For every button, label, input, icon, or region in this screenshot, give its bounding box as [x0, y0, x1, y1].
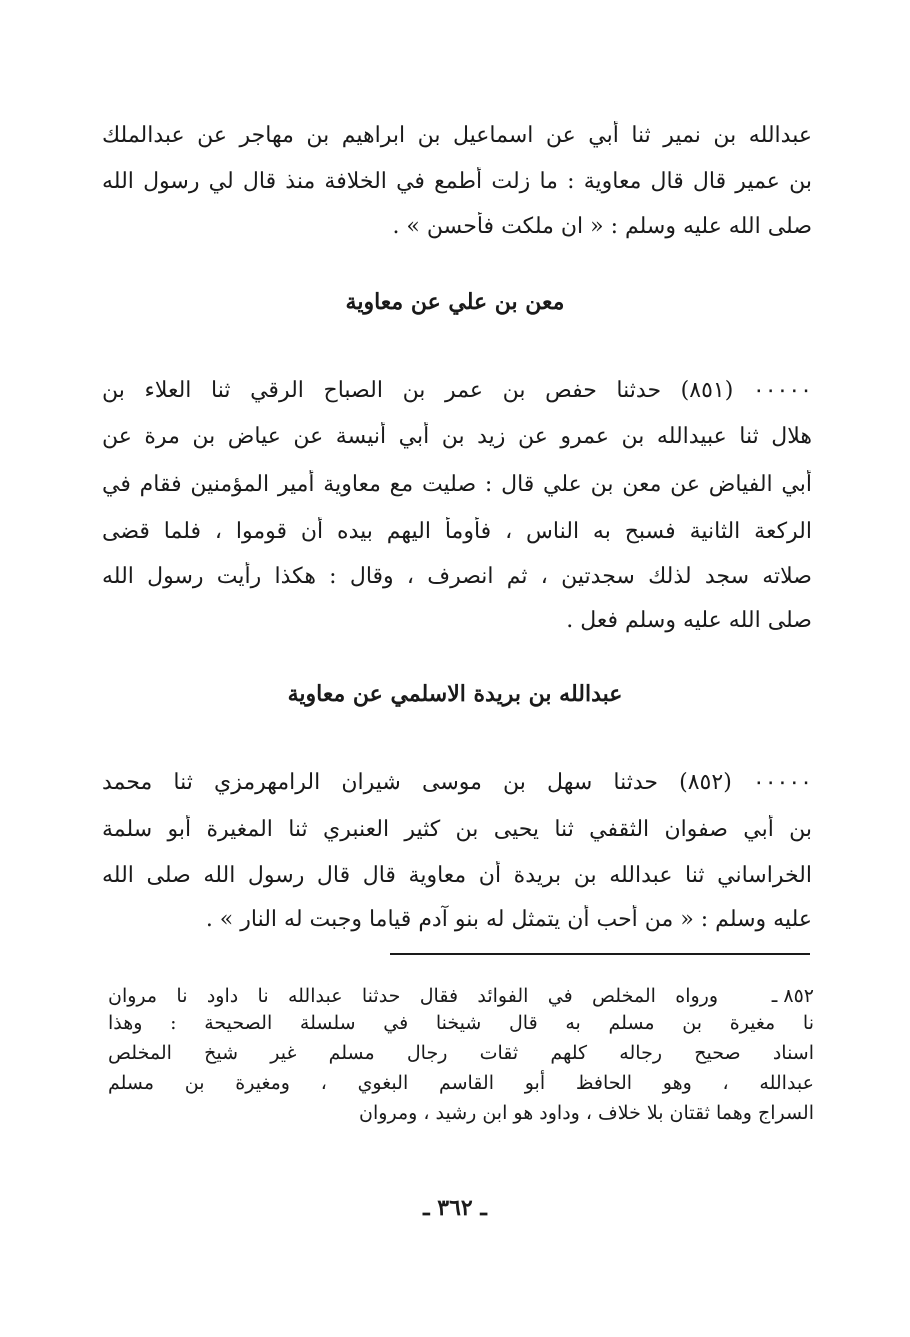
- section-heading: عبدالله بن بريدة الاسلمي عن معاوية: [287, 681, 623, 707]
- body-line: الركعة الثانية فسبح به الناس ، فأومأ اليهم بيده أن قوموا ، فلما قضى: [102, 519, 812, 544]
- footnote-number: ٨٥٢ ـ: [771, 985, 814, 1007]
- body-line: ٠٠٠٠٠ (٨٥٢) حدثنا سهل بن موسى شيران الرامهرمزي ثنا محمد: [102, 770, 812, 795]
- body-line: ٠٠٠٠٠ (٨٥١) حدثنا حفص بن عمر بن الصباح الرقي ثنا العلاء بن: [102, 378, 812, 403]
- footnote-line: نا مغيرة بن مسلم به قال شيخنا في سلسلة الصحيحة : وهذا: [108, 1012, 814, 1034]
- footnote-line: اسناد صحيح رجاله كلهم ثقات رجال مسلم غير شيخ المخلص: [108, 1042, 814, 1064]
- body-line: الخراساني ثنا عبدالله بن بريدة أن معاوية قال قال رسول الله صلى الله: [102, 863, 812, 888]
- body-line: صلى الله عليه وسلم فعل .: [566, 608, 812, 633]
- body-line: أبي الفياض عن معن بن علي قال : صليت مع معاوية أمير المؤمنين فقام في: [102, 472, 812, 497]
- footnote-line: عبدالله ، وهو الحافظ أبو القاسم البغوي ، ومغيرة بن مسلم: [108, 1072, 814, 1094]
- body-line: عبدالله بن نمير ثنا أبي عن اسماعيل بن ابراهيم بن مهاجر عن عبدالملك: [102, 123, 812, 148]
- body-line: بن عمير قال قال معاوية : ما زلت أطمع في الخلافة منذ قال لي رسول الله: [102, 169, 812, 194]
- body-line: بن أبي صفوان الثقفي ثنا يحيى بن كثير العنبري ثنا المغيرة أبو سلمة: [102, 817, 812, 842]
- section-heading: معن بن علي عن معاوية: [345, 289, 565, 315]
- body-line: هلال ثنا عبيدالله بن عمرو عن زيد بن أبي أنيسة عن عياض بن مرة عن: [102, 424, 812, 449]
- page-number: ـ ٣٦٢ ـ: [423, 1195, 487, 1221]
- body-line: صلى الله عليه وسلم : « ان ملكت فأحسن » .: [392, 214, 812, 239]
- footnote-line: ورواه المخلص في الفوائد فقال حدثنا عبدالله نا داود نا مروان: [108, 985, 718, 1007]
- footnote-separator: [390, 953, 810, 955]
- footnote-line: السراج وهما ثقتان بلا خلاف ، وداود هو ابن رشيد ، ومروان: [359, 1102, 814, 1124]
- body-line: عليه وسلم : « من أحب أن يتمثل له بنو آدم قياما وجبت له النار » .: [205, 907, 812, 932]
- body-line: صلاته سجد لذلك سجدتين ، ثم انصرف ، وقال : هكذا رأيت رسول الله: [102, 564, 812, 589]
